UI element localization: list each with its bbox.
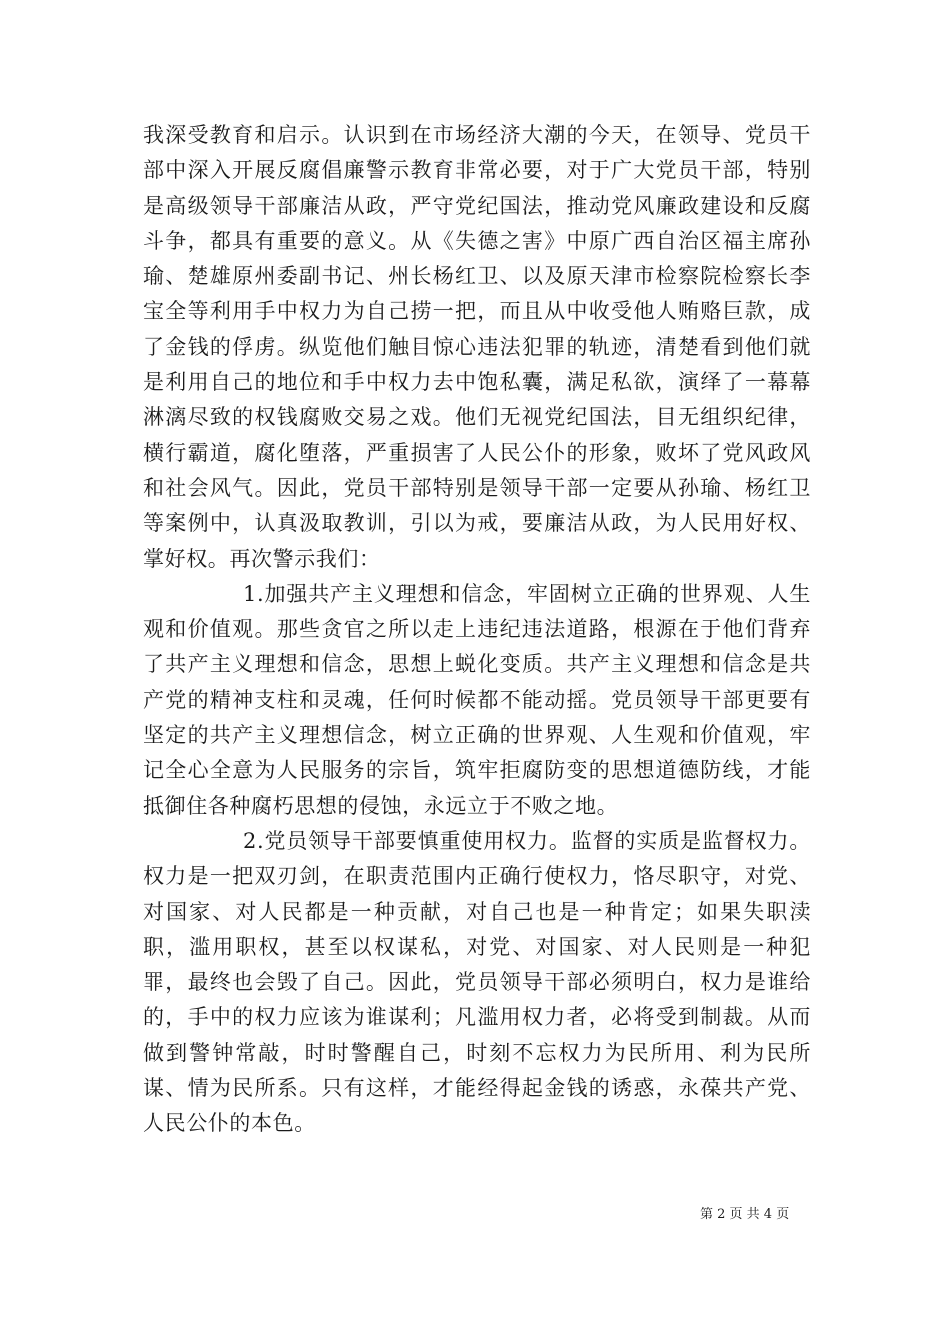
paragraph-point-1: 1.加强共产主义理想和信念，牢固树立正确的世界观、人生观和价值观。那些贪官之所以走上违纪违法道路，根源在于他们背弃了共产主义理想和信念，思想上蜕化变质。共产主义理想和信念是共产党的精神支柱和灵魂，任何时候都不能动摇。党员领导干部更要有坚定的共产主义理想信念，树立正确的世界观、人生观和价值观，牢记全心全意为人民服务的宗旨，筑牢拒腐防变的思想道德防线，才能抵御住各种腐朽思想的侵蚀，永远立于不败之地。 [143, 581, 811, 818]
paragraph-point-2: 2.党员领导干部要慎重使用权力。监督的实质是监督权力。权力是一把双刃剑，在职责范围内正确行使权力，恪尽职守，对党、对国家、对人民都是一种贡献，对自己也是一种肯定；如果失职渎职，滥用职权，甚至以权谋私，对党、对国家、对人民则是一种犯罪，最终也会毁了自己。因此，党员领导干部必须明白，权力是谁给的，手中的权力应该为谁谋利；凡滥用权力者，必将受到制裁。从而做到警钟常敲，时时警醒自己，时刻不忘权力为民所用、利为民所谋、情为民所系。只有这样，才能经得起金钱的诱惑，永葆共产党、人民公仆的本色。 [143, 828, 811, 1136]
page-number-footer: 第 2 页 共 4 页 [700, 1207, 790, 1222]
document-body [143, 118, 811, 1142]
paragraph-intro: 我深受教育和启示。认识到在市场经济大潮的今天，在领导、党员干部中深入开展反腐倡廉警示教育非常必要，对于广大党员干部，特别是高级领导干部廉洁从政，严守党纪国法，推动党风廉政建设和反腐斗争，都具有重要的意义。从《失德之害》中原广西自治区福主席孙瑜、楚雄原州委副书记、州长杨红卫、以及原天津市检察院检察长李宝全等利用手中权力为自己捞一把，而且从中收受他人贿赂巨款，成了金钱的俘虏。纵览他们触目惊心违法犯罪的轨迹，清楚看到他们就是利用自己的地位和手中权力去中饱私囊，满足私欲，演绎了一幕幕淋漓尽致的权钱腐败交易之戏。他们无视党纪国法，目无组织纪律，横行霸道，腐化堕落，严重损害了人民公仆的形象，败坏了党风政风和社会风气。因此，党员干部特别是领导干部一定要从孙瑜、杨红卫等案例中，认真汲取教训，引以为戒，要廉洁从政，为人民用好权、掌好权。再次警示我们： [143, 123, 811, 571]
